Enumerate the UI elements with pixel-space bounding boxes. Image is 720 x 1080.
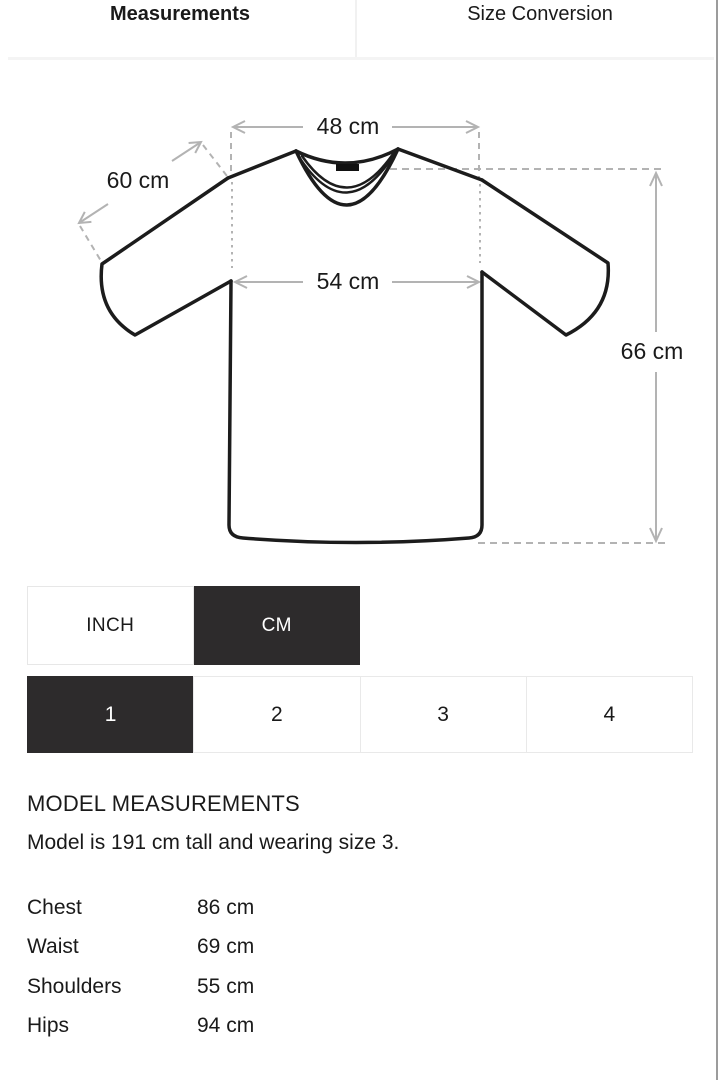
cm-button[interactable]: CM — [194, 586, 361, 665]
tshirt-diagram-svg — [0, 60, 720, 570]
tab-measurements-label: Measurements — [109, 3, 251, 25]
size-selector — [27, 676, 693, 753]
table-row — [27, 967, 447, 1007]
sleeve-length-label: 60 cm — [106, 167, 170, 194]
row-label-hips: Hips — [27, 1014, 70, 1038]
scrollbar-track[interactable] — [716, 0, 718, 1080]
left-sleeve — [101, 178, 231, 335]
left-shoulder-seam — [228, 151, 296, 178]
shoulder-width-arrow — [231, 121, 480, 268]
size-button-2[interactable]: 2 — [193, 676, 360, 753]
row-value-chest: 86 cm — [197, 895, 255, 919]
row-value-shoulders: 55 cm — [197, 974, 255, 998]
unit-toggle — [27, 586, 360, 665]
table-row — [27, 888, 447, 928]
row-label-shoulders: Shoulders — [27, 974, 122, 998]
tab-size-conversion-label: Size Conversion — [467, 3, 613, 25]
size-button-1[interactable]: 1 — [27, 676, 194, 753]
chest-width-label: 54 cm — [316, 268, 380, 295]
tshirt-measurement-diagram — [0, 60, 720, 570]
model-measurements-subtitle: Model is 191 cm tall and wearing size 3. — [27, 831, 400, 854]
model-measurements-table — [27, 888, 447, 1046]
tshirt-outline — [101, 149, 608, 543]
row-label-waist: Waist — [27, 935, 79, 959]
inch-button[interactable]: INCH — [27, 586, 194, 665]
collar-opening — [296, 149, 398, 163]
body-length-label: 66 cm — [620, 338, 684, 365]
collar-tag — [336, 164, 359, 171]
model-measurements-heading: MODEL MEASUREMENTS — [27, 791, 300, 816]
tab-bar — [0, 0, 720, 57]
table-row — [27, 928, 447, 968]
right-sleeve — [482, 180, 608, 335]
row-value-hips: 94 cm — [197, 1014, 255, 1038]
tab-measurements[interactable] — [0, 0, 360, 57]
body-outline — [229, 272, 482, 543]
size-button-4[interactable]: 4 — [526, 676, 693, 753]
tab-divider — [355, 0, 357, 57]
row-label-chest: Chest — [27, 895, 82, 919]
size-button-3[interactable]: 3 — [360, 676, 527, 753]
tab-size-conversion[interactable] — [360, 0, 720, 57]
row-value-waist: 69 cm — [197, 935, 255, 959]
sleeve-length-arrow — [79, 142, 227, 261]
table-row — [27, 1007, 447, 1047]
right-shoulder-seam — [398, 149, 482, 180]
shoulder-width-label: 48 cm — [316, 113, 380, 140]
